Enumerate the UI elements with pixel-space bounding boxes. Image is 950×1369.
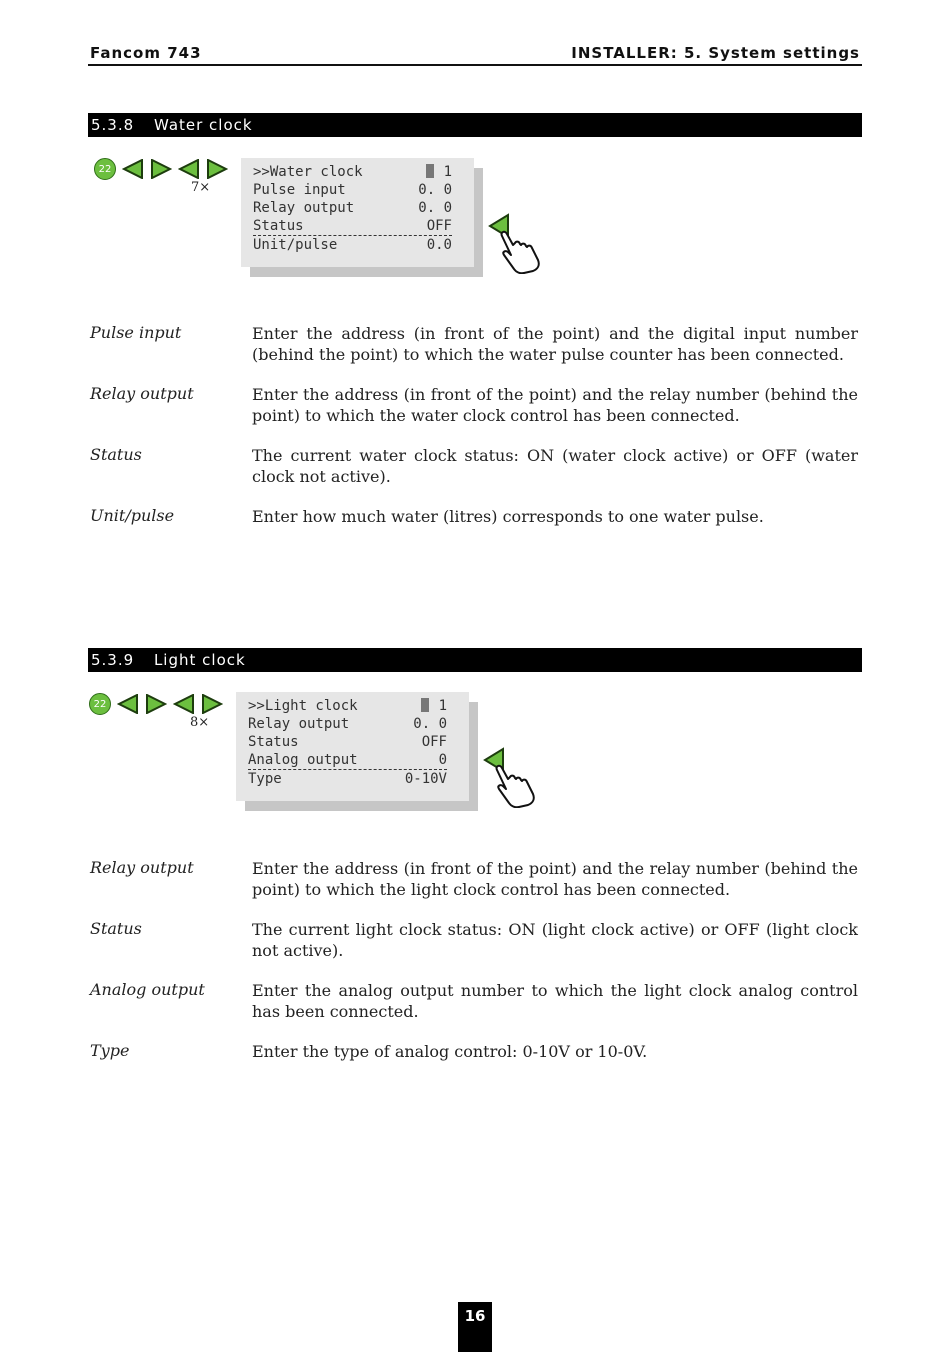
- definition-term: Unit/pulse: [90, 506, 175, 525]
- display-row-label: Relay output: [248, 716, 350, 732]
- section-heading-light-clock: [88, 648, 862, 672]
- cursor-block-icon: [426, 164, 434, 178]
- repeat-count: 8×: [190, 715, 210, 730]
- display-row-label: Analog output: [248, 752, 358, 768]
- right-arrow-key-icon: [150, 159, 172, 179]
- page-number: 16: [458, 1302, 492, 1352]
- key-sequence-water-clock: [94, 158, 228, 180]
- section-number: 5.3.8: [91, 116, 135, 134]
- display-row: [248, 733, 447, 751]
- definition-term: Type: [90, 1041, 130, 1060]
- display-row-value: 0. 0: [418, 200, 452, 216]
- header-rule: [88, 64, 862, 66]
- menu-key-badge: 22: [89, 693, 111, 715]
- definition-text: The current water clock status: ON (water clock active) or OFF (water clock not active).: [252, 446, 858, 486]
- display-row-value: OFF: [426, 218, 452, 234]
- display-row-value: 0.0: [426, 237, 452, 253]
- cursor-block-icon: [421, 698, 429, 712]
- display-row: [253, 199, 452, 217]
- display-row-label: Pulse input: [253, 182, 346, 198]
- display-row-value: 0. 0: [418, 182, 452, 198]
- display-row-value: 1: [443, 164, 452, 180]
- definition-text: Enter the type of analog control: 0-10V or 10-0V.: [252, 1042, 648, 1061]
- definition-term: Relay output: [90, 384, 194, 403]
- definition-text: Enter how much water (litres) corresponds to one water pulse.: [252, 507, 764, 526]
- display-row-label: Unit/pulse: [253, 237, 338, 253]
- definition-term: Analog output: [90, 980, 205, 999]
- right-arrow-key-icon: [145, 694, 167, 714]
- display-row-label: Status: [253, 218, 304, 234]
- display-screen-light-clock: [236, 692, 469, 801]
- definition-text: Enter the analog output number to which the light clock analog control has been connected.: [252, 981, 858, 1021]
- display-row: [253, 181, 452, 199]
- display-screen-water-clock: [241, 158, 474, 267]
- right-arrow-key-icon: [206, 159, 228, 179]
- press-left-key-hand-icon: [486, 212, 546, 278]
- left-arrow-key-icon: [122, 159, 144, 179]
- right-arrow-key-icon: [201, 694, 223, 714]
- display-row: [248, 697, 447, 715]
- definition-term: Pulse input: [90, 323, 182, 342]
- definition-text: Enter the address (in front of the point) and the relay number (behind the point) to which the light clock control has been connected.: [252, 859, 858, 899]
- chapter-title: INSTALLER: 5. System settings: [571, 44, 860, 62]
- display-row-label: >>Light clock: [248, 698, 358, 714]
- display-row-label: Status: [248, 734, 299, 750]
- display-row-value: 0. 0: [413, 716, 447, 732]
- display-row-label: Type: [248, 771, 282, 787]
- definition-text: The current light clock status: ON (light clock active) or OFF (light clock not active).: [252, 920, 858, 960]
- left-arrow-key-icon: [173, 694, 195, 714]
- menu-key-badge: 22: [94, 158, 116, 180]
- display-row: [248, 715, 447, 733]
- display-row: [248, 751, 447, 769]
- section-title: Light clock: [153, 651, 246, 669]
- display-row-value: OFF: [421, 734, 447, 750]
- section-heading-water-clock: [88, 113, 862, 137]
- definition-term: Status: [90, 445, 142, 464]
- definition-term: Status: [90, 919, 142, 938]
- display-row: [253, 217, 452, 235]
- key-sequence-light-clock: [89, 693, 223, 715]
- display-row-value: 0-10V: [404, 771, 447, 787]
- definition-text: Enter the address (in front of the point) and the digital input number (behind the point) to which the water pulse counter has been connected.: [252, 324, 858, 364]
- definition-term: Relay output: [90, 858, 194, 877]
- display-row-label: >>Water clock: [253, 164, 363, 180]
- display-row-value: 1: [438, 698, 447, 714]
- display-row-value: 0: [438, 752, 447, 768]
- press-left-key-hand-icon: [481, 746, 541, 812]
- left-arrow-key-icon: [117, 694, 139, 714]
- section-title: Water clock: [153, 116, 253, 134]
- document-title: Fancom 743: [90, 44, 202, 62]
- section-number: 5.3.9: [91, 651, 135, 669]
- display-row: [253, 163, 452, 181]
- repeat-count: 7×: [191, 180, 211, 195]
- definition-text: Enter the address (in front of the point) and the relay number (behind the point) to which the water clock control has been connected.: [252, 385, 858, 425]
- display-row: [253, 235, 452, 254]
- display-row: [248, 769, 447, 788]
- display-row-label: Relay output: [253, 200, 355, 216]
- left-arrow-key-icon: [178, 159, 200, 179]
